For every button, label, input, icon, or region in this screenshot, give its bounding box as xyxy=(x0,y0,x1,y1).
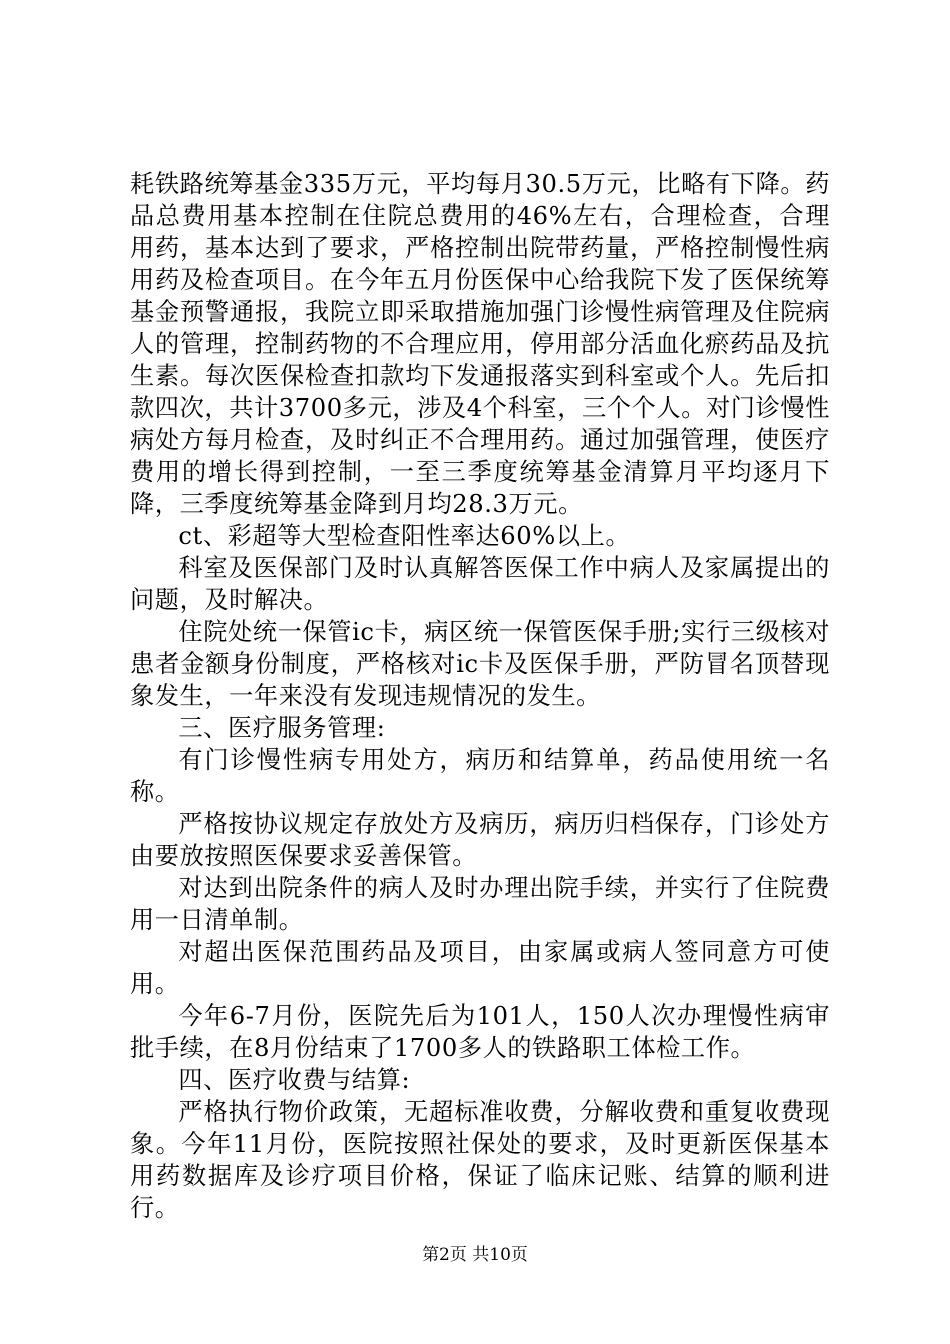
paragraph-out-of-scope: 对超出医保范围药品及项目，由家属或病人签同意方可使用。 xyxy=(130,938,830,998)
section-heading-fees-settlement: 四、医疗收费与结算: xyxy=(178,1066,411,1094)
page-number-footer: 第2页 共10页 xyxy=(422,1245,528,1265)
paragraph-prescriptions: 有门诊慢性病专用处方，病历和结算单，药品使用统一名称。 xyxy=(130,746,830,806)
paragraph-continuation: 耗铁路统筹基金335万元，平均每月30.5万元，比略有下降。药品总费用基本控制在住院总费用的46%左右，合理检查，合理用药，基本达到了要求，严格控制出院带药量，严格控制慢性病用药及检查项目。在今年五月份医保中心给我院下发了医保统筹基金预警通报，我院立即采取措施加强门诊慢性病管理及住院病人的管理，控制药物的不合理应用，停用部分活血化瘀药品及抗生素。每次医保检查扣款均下发通报落实到科室或个人。先后扣款四次，共计3700多元，涉及4个科室，三个个人。对门诊慢性病处方每月检查，及时纠正不合理用药。通过加强管理，使医疗费用的增长得到控制，一至三季度统筹基金清算月平均逐月下降，三季度统筹基金降到月均28.3万元。 xyxy=(130,170,830,518)
paragraph-ic-card: 住院处统一保管ic卡，病区统一保管医保手册;实行三级核对患者金额身份制度，严格核对ic卡及医保手册，严防冒名顶替现象发生，一年来没有发现违规情况的发生。 xyxy=(130,618,830,710)
document-body xyxy=(130,168,830,1224)
section-heading-service-management: 三、医疗服务管理: xyxy=(178,714,386,742)
paragraph-ct-ultrasound: ct、彩超等大型检查阳性率达60%以上。 xyxy=(178,522,631,550)
paragraph-pricing-policy: 严格执行物价政策，无超标准收费，分解收费和重复收费现象。今年11月份，医院按照社保处的要求，及时更新医保基本用药数据库及诊疗项目价格，保证了临床记账、结算的顺利进行。 xyxy=(130,1098,830,1222)
paragraph-chronic-approval: 今年6-7月份，医院先后为101人，150人次办理慢性病审批手续，在8月份结束了1700多人的铁路职工体检工作。 xyxy=(130,1002,830,1062)
paragraph-records-storage: 严格按协议规定存放处方及病历，病历归档保存，门诊处方由要放按照医保要求妥善保管。 xyxy=(130,810,830,870)
paragraph-answer-questions: 科室及医保部门及时认真解答医保工作中病人及家属提出的问题，及时解决。 xyxy=(130,554,830,614)
paragraph-discharge: 对达到出院条件的病人及时办理出院手续，并实行了住院费用一日清单制。 xyxy=(130,874,830,934)
